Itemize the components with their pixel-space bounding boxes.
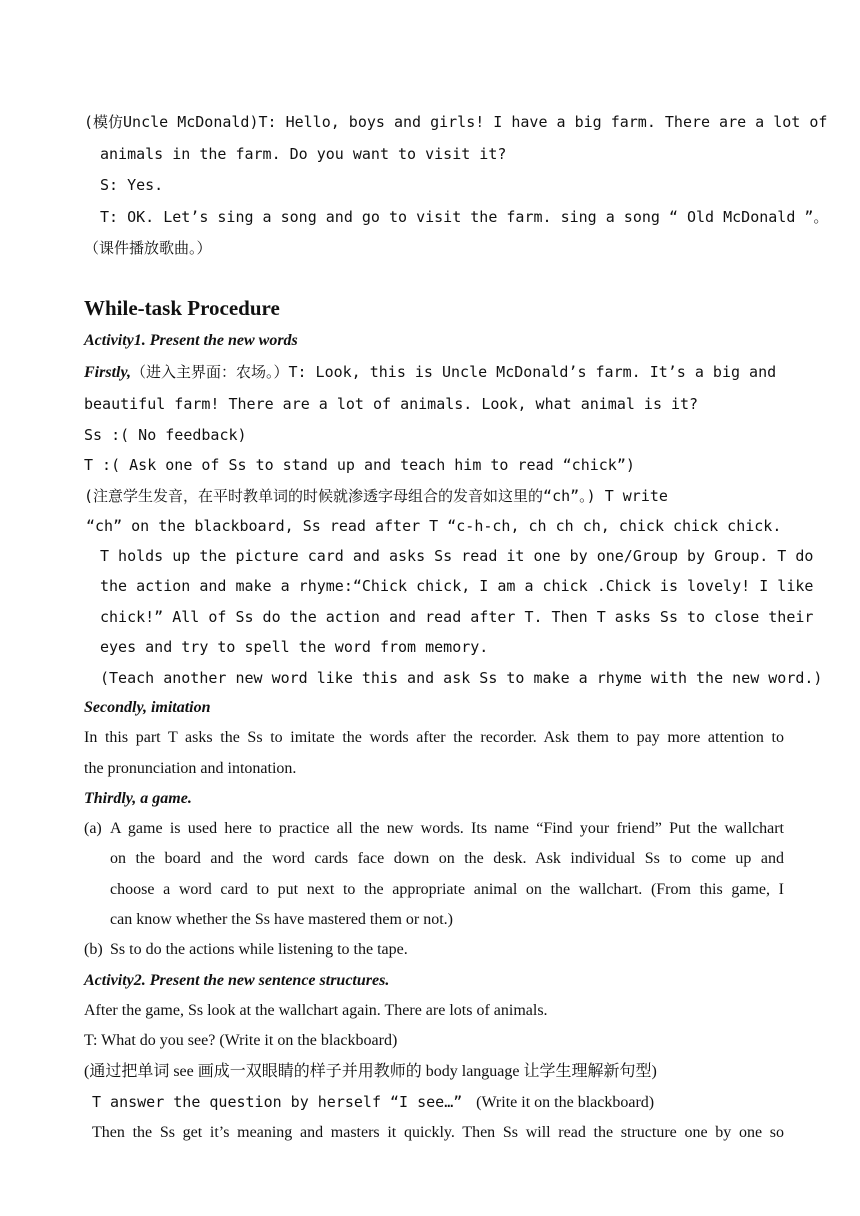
activity2-line-1: After the game, Ss look at the wallchart again. There are lots of animals. xyxy=(84,1002,548,1019)
note-line-1: (注意学生发音，在平时教单词的时候就渗透字母组合的发音如这里的“ch”。) T write xyxy=(84,487,668,505)
activity2-line-4-code: T answer the question by herself “I see…” xyxy=(92,1093,463,1111)
ss-line: Ss :( No feedback) xyxy=(84,426,247,444)
item-a-line-4: can know whether the Ss have mastered them or not.) xyxy=(110,911,454,928)
secondly-line-1: In this part T asks the Ss to imitate the words after the recorder. Ask them to pay more attention to xyxy=(84,729,784,746)
item-a-line-2: on the board and the word cards face down on the desk. Ask individual Ss to come up and xyxy=(110,850,784,867)
firstly-line-2: beautiful farm! There are a lot of animals. Look, what animal is it? xyxy=(84,395,699,413)
intro-line-3: S: Yes. xyxy=(100,176,164,194)
note-line-2: “ch” on the blackboard, Ss read after T “c-h-ch, ch ch ch, chick chick chick. xyxy=(86,517,782,535)
activity2-line-2: T: What do you see? (Write it on the blackboard) xyxy=(84,1032,398,1049)
firstly-label: Firstly, xyxy=(84,364,131,381)
note-line-7: (Teach another new word like this and ask Ss to make a rhyme with the new word.) xyxy=(100,669,823,687)
secondly-heading: Secondly, imitation xyxy=(84,699,211,716)
item-a-line-1: A game is used here to practice all the new words. Its name “Find your friend” Put the wallchart xyxy=(110,820,784,837)
activity2-line-4 xyxy=(92,1092,654,1113)
activity1-heading: Activity1. Present the new words xyxy=(84,332,298,349)
activity2-line-5: Then the Ss get it’s meaning and masters it quickly. Then Ss will read the structure one by one so xyxy=(92,1124,784,1141)
intro-line-4: T: OK. Let’s sing a song and go to visit the farm. sing a song “ Old McDonald ”。 xyxy=(100,208,829,226)
item-a-line-3: choose a word card to put next to the appropriate animal on the wallchart. (From this game, I xyxy=(110,881,784,898)
section-heading: While-task Procedure xyxy=(84,296,280,320)
note-line-3: T holds up the picture card and asks Ss read it one by one/Group by Group. T do xyxy=(100,547,814,565)
note-line-6: eyes and try to spell the word from memory. xyxy=(100,638,489,656)
activity2-line-3: (通过把单词 see 画成一双眼睛的样子并用教师的 body language 让学生理解新句型) xyxy=(84,1063,657,1080)
secondly-line-2: the pronunciation and intonation. xyxy=(84,760,297,777)
note-line-4: the action and make a rhyme:“Chick chick, I am a chick .Chick is lovely! I like xyxy=(100,577,814,595)
item-a-label: (a) xyxy=(84,820,102,837)
firstly-text: （进入主界面：农场。）T: Look, this is Uncle McDonald’s farm. It’s a big and xyxy=(130,363,777,381)
item-b-line-1: Ss to do the actions while listening to the tape. xyxy=(110,941,408,958)
note-line-5: chick!” All of Ss do the action and read after T. Then T asks Ss to close their xyxy=(100,608,814,626)
firstly-line-1 xyxy=(84,362,776,383)
intro-line-5: （课件播放歌曲。） xyxy=(84,239,212,257)
intro-line-1: (模仿Uncle McDonald)T: Hello, boys and girls! I have a big farm. There are a lot of xyxy=(84,113,828,131)
item-b-label: (b) xyxy=(84,941,103,958)
intro-line-2: animals in the farm. Do you want to visit it? xyxy=(100,145,507,163)
thirdly-heading: Thirdly, a game. xyxy=(84,790,192,807)
t-line: T :( Ask one of Ss to stand up and teach him to read “chick”) xyxy=(84,456,635,474)
activity2-heading: Activity2. Present the new sentence structures. xyxy=(84,972,390,989)
activity2-line-4-note: (Write it on the blackboard) xyxy=(476,1094,655,1111)
